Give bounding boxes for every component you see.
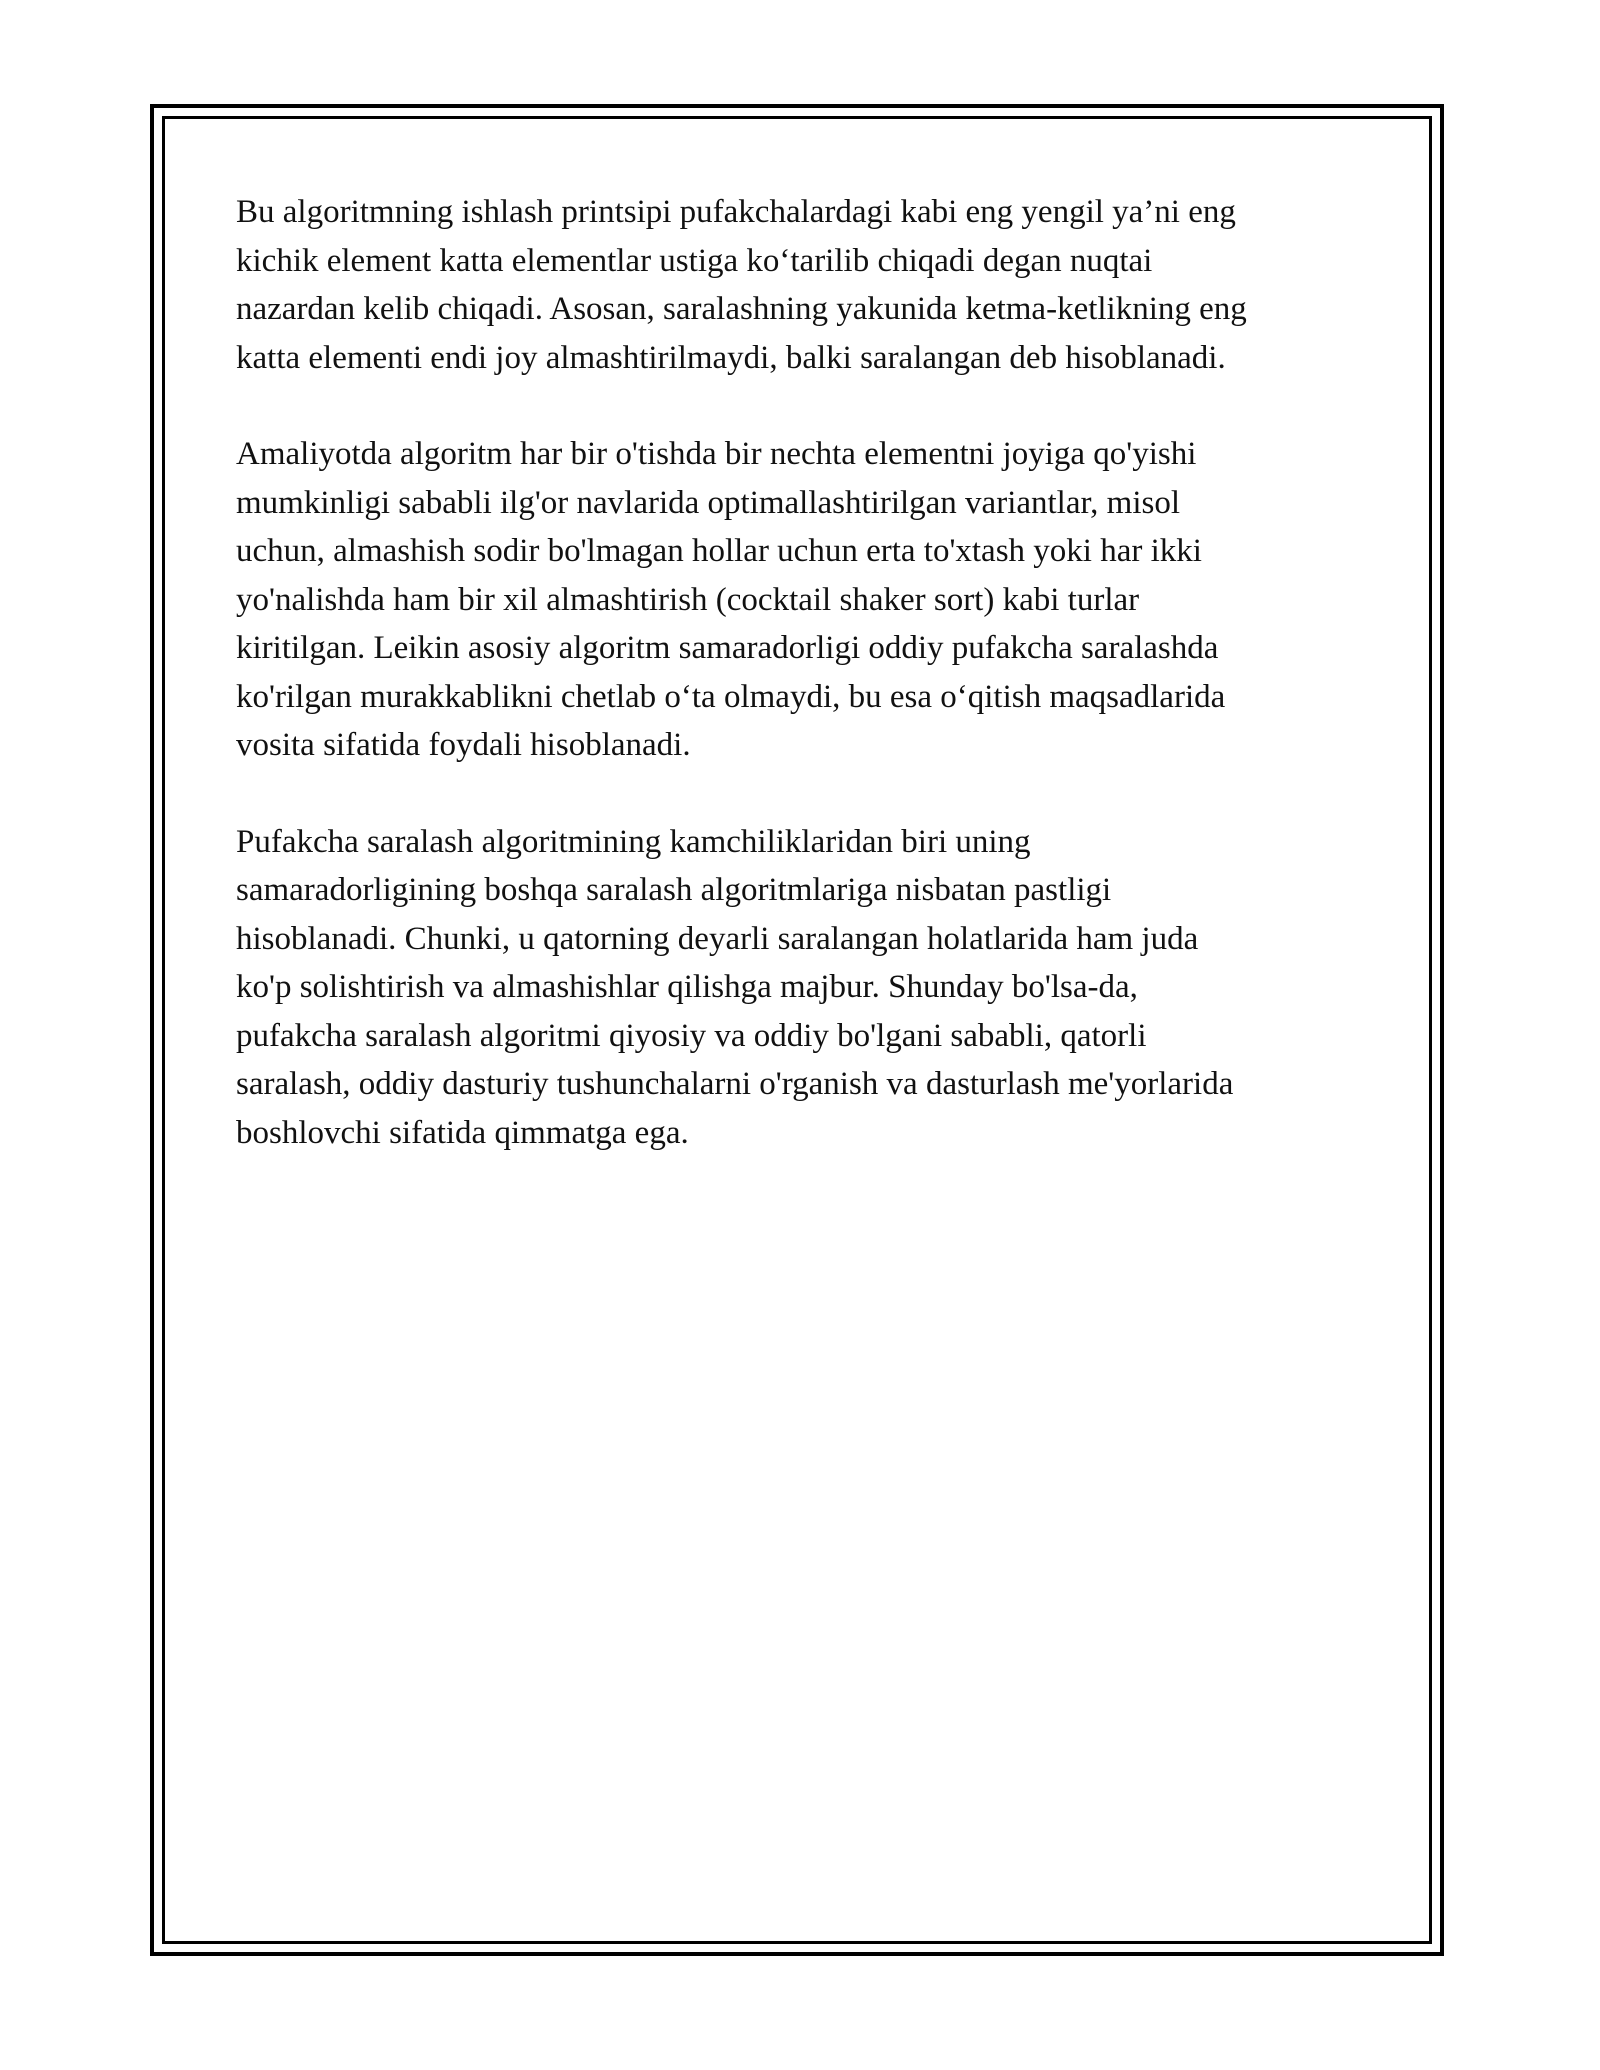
text-line: boshlovchi sifatida qimmatga ega. — [236, 1114, 689, 1151]
paragraph-1 — [236, 188, 1382, 382]
document-body — [236, 188, 1382, 1205]
text-line: saralash, oddiy dasturiy tushunchalarni o'rganish va dasturlash me'yorlarida — [236, 1066, 1234, 1102]
text-line: Pufakcha saralash algoritmining kamchiliklaridan biri uning — [236, 823, 1031, 860]
text-line: pufakcha saralash algoritmi qiyosiy va oddiy bo'lgani sababli, qatorli — [236, 1017, 1147, 1054]
text-line: vosita sifatida foydali hisoblanadi. — [236, 727, 691, 763]
text-line: Bu algoritmning ishlash printsipi pufakchalardagi kabi eng yengil ya’ni eng — [236, 194, 1236, 230]
text-line: hisoblanadi. Chunki, u qatorning deyarli saralangan holatlarida ham juda — [236, 920, 1199, 957]
paragraph-2 — [236, 430, 1382, 770]
text-line: kichik element katta elementlar ustiga ko‘tarilib chiqadi degan nuqtai — [236, 242, 1153, 279]
text-line: samaradorligining boshqa saralash algoritmlariga nisbatan pastligi — [236, 872, 1112, 908]
paragraph-3 — [236, 818, 1382, 1158]
text-line: kiritilgan. Leikin asosiy algoritm samaradorligi oddiy pufakcha saralashda — [236, 630, 1219, 666]
text-line: Amaliyotda algoritm har bir o'tishda bir nechta elementni joyiga qo'yishi — [236, 436, 1197, 472]
text-line: yo'nalishda ham bir xil almashtirish (cocktail shaker sort) kabi turlar — [236, 581, 1140, 618]
text-line: uchun, almashish sodir bo'lmagan hollar uchun erta to'xtash yoki har ikki — [236, 533, 1202, 569]
text-line: ko'rilgan murakkablikni chetlab o‘ta olmaydi, bu esa o‘qitish maqsadlarida — [236, 678, 1226, 715]
text-line: mumkinligi sababli ilg'or navlarida optimallashtirilgan variantlar, misol — [236, 484, 1181, 521]
text-line: katta elementi endi joy almashtirilmaydi, balki saralangan deb hisoblanadi. — [236, 339, 1226, 376]
text-line: ko'p solishtirish va almashishlar qilishga majbur. Shunday bo'lsa-da, — [236, 969, 1138, 1005]
text-line: nazardan kelib chiqadi. Asosan, saralashning yakunida ketma-ketlikning eng — [236, 291, 1247, 327]
